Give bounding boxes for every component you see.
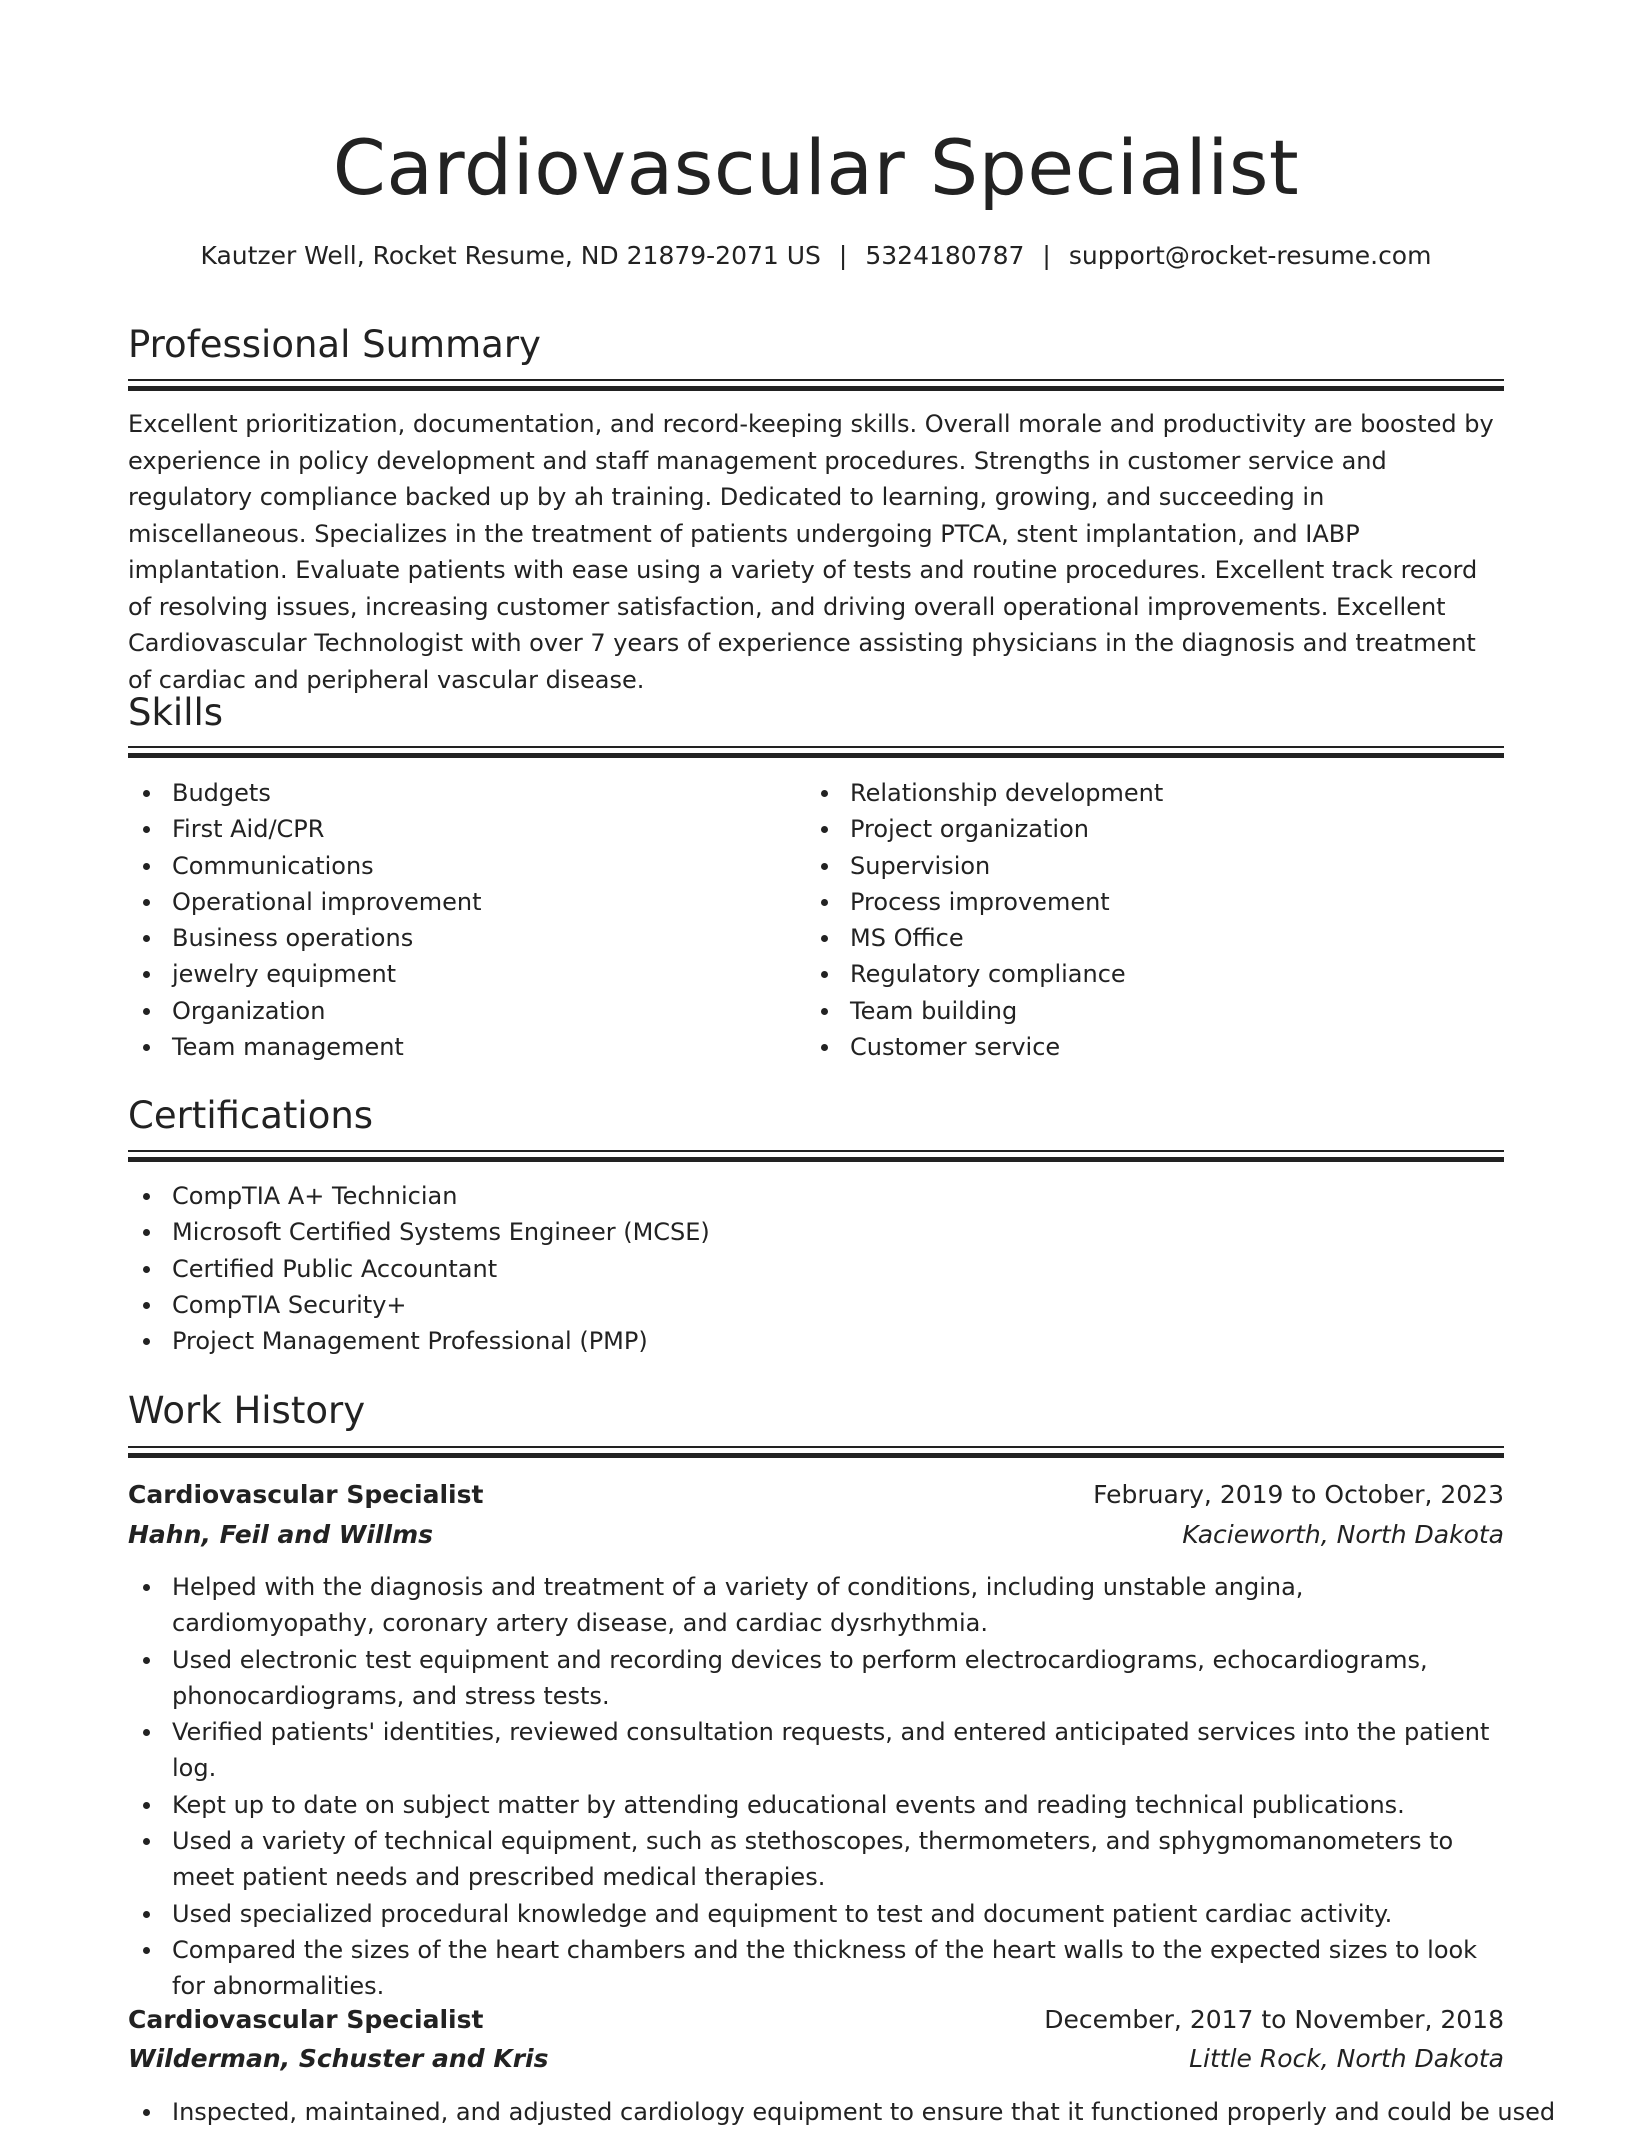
list-item: Team building bbox=[806, 993, 1486, 1029]
list-item: First Aid/CPR bbox=[128, 811, 808, 847]
list-item: Microsoft Certified Systems Engineer (MCSE) bbox=[128, 1214, 1504, 1250]
job-entry-header bbox=[128, 1476, 1504, 1516]
list-item: Inspected, maintained, and adjusted cardiology equipment to ensure that it functioned properly and could be used bbox=[128, 2094, 1504, 2130]
list-item: Operational improvement bbox=[128, 884, 808, 920]
contact-separator: | bbox=[1042, 241, 1051, 270]
job-location: Little Rock, North Dakota bbox=[1189, 2044, 1504, 2073]
list-item: Helped with the diagnosis and treatment of a variety of conditions, including unstable angina, cardiomyopathy, coronary artery disease, and cardiac dysrhythmia. bbox=[128, 1569, 1504, 1642]
list-item: Team management bbox=[128, 1029, 808, 1065]
skills-list-left bbox=[128, 775, 808, 1065]
section-heading-skills: Skills bbox=[128, 691, 224, 734]
job-location: Kacieworth, North Dakota bbox=[1182, 1520, 1504, 1549]
contact-address: Kautzer Well, Rocket Resume, ND 21879-2071 US bbox=[200, 241, 821, 270]
list-item: Regulatory compliance bbox=[806, 956, 1486, 992]
job-title: Cardiovascular Specialist bbox=[128, 1480, 484, 1509]
list-item: Used electronic test equipment and recording devices to perform electrocardiograms, echocardiograms, phonocardiograms, and stress tests. bbox=[128, 1642, 1504, 1715]
job-company: Hahn, Feil and Willms bbox=[128, 1520, 434, 1549]
contact-line bbox=[128, 238, 1504, 274]
list-item: Kept up to date on subject matter by attending educational events and reading technical publications. bbox=[128, 1787, 1504, 1823]
job-duties-list bbox=[128, 1569, 1504, 2005]
section-divider bbox=[128, 746, 1504, 758]
contact-phone: 5324180787 bbox=[865, 241, 1025, 270]
section-heading-certifications: Certifications bbox=[128, 1094, 374, 1137]
list-item: CompTIA A+ Technician bbox=[128, 1178, 1504, 1214]
list-item: Process improvement bbox=[806, 884, 1486, 920]
list-item: Customer service bbox=[806, 1029, 1486, 1065]
list-item: Project Management Professional (PMP) bbox=[128, 1323, 1504, 1359]
list-item: Budgets bbox=[128, 775, 808, 811]
contact-email: support@rocket-resume.com bbox=[1068, 241, 1432, 270]
list-item: Supervision bbox=[806, 848, 1486, 884]
job-dates: February, 2019 to October, 2023 bbox=[1093, 1480, 1504, 1509]
certifications-list bbox=[128, 1178, 1504, 1359]
summary-text: Excellent prioritization, documentation, and record-keeping skills. Overall morale and productivity are boosted by experience in policy development and staff management procedures. Strengths in customer service and regulatory compliance backed up by ah training. Dedicated to learning, growing, and succeeding in miscellaneous. Specializes in the treatment of patients undergoing PTCA, stent implantation, and IABP implantation. Evaluate patients with ease using a variety of tests and routine procedures. Excellent track record of resolving issues, increasing customer satisfaction, and driving overall operational improvements. Excellent Cardiovascular Technologist with over 7 years of experience assisting physicians in the diagnosis and treatment of cardiac and peripheral vascular disease. bbox=[128, 410, 1494, 694]
section-heading-summary: Professional Summary bbox=[128, 323, 541, 366]
list-item: MS Office bbox=[806, 920, 1486, 956]
list-item: Project organization bbox=[806, 811, 1486, 847]
list-item: Used specialized procedural knowledge and equipment to test and document patient cardiac activity. bbox=[128, 1896, 1504, 1932]
job-company: Wilderman, Schuster and Kris bbox=[128, 2044, 549, 2073]
list-item: jewelry equipment bbox=[128, 956, 808, 992]
list-item: Organization bbox=[128, 993, 808, 1029]
section-divider bbox=[128, 1150, 1504, 1162]
job-duties-list bbox=[128, 2094, 1556, 2130]
list-item: Certified Public Accountant bbox=[128, 1251, 1504, 1287]
skills-list-right bbox=[806, 775, 1486, 1065]
list-item: CompTIA Security+ bbox=[128, 1287, 1504, 1323]
contact-separator: | bbox=[838, 241, 848, 270]
resume-title: Cardiovascular Specialist bbox=[332, 123, 1300, 212]
section-divider bbox=[128, 1446, 1504, 1458]
list-item: Business operations bbox=[128, 920, 808, 956]
list-item: Compared the sizes of the heart chambers and the thickness of the heart walls to the expected sizes to look for abnormalities. bbox=[128, 1932, 1504, 2005]
job-title: Cardiovascular Specialist bbox=[128, 2005, 484, 2034]
job-dates: December, 2017 to November, 2018 bbox=[1044, 2005, 1504, 2034]
job-entry-header bbox=[128, 2001, 1504, 2041]
section-heading-work-history: Work History bbox=[128, 1389, 366, 1432]
list-item: Used a variety of technical equipment, such as stethoscopes, thermometers, and sphygmomanometers to meet patient needs and prescribed medical therapies. bbox=[128, 1823, 1504, 1896]
list-item: Communications bbox=[128, 848, 808, 884]
list-item: Relationship development bbox=[806, 775, 1486, 811]
list-item: Verified patients' identities, reviewed consultation requests, and entered anticipated services into the patient log. bbox=[128, 1714, 1504, 1787]
section-divider bbox=[128, 379, 1504, 391]
